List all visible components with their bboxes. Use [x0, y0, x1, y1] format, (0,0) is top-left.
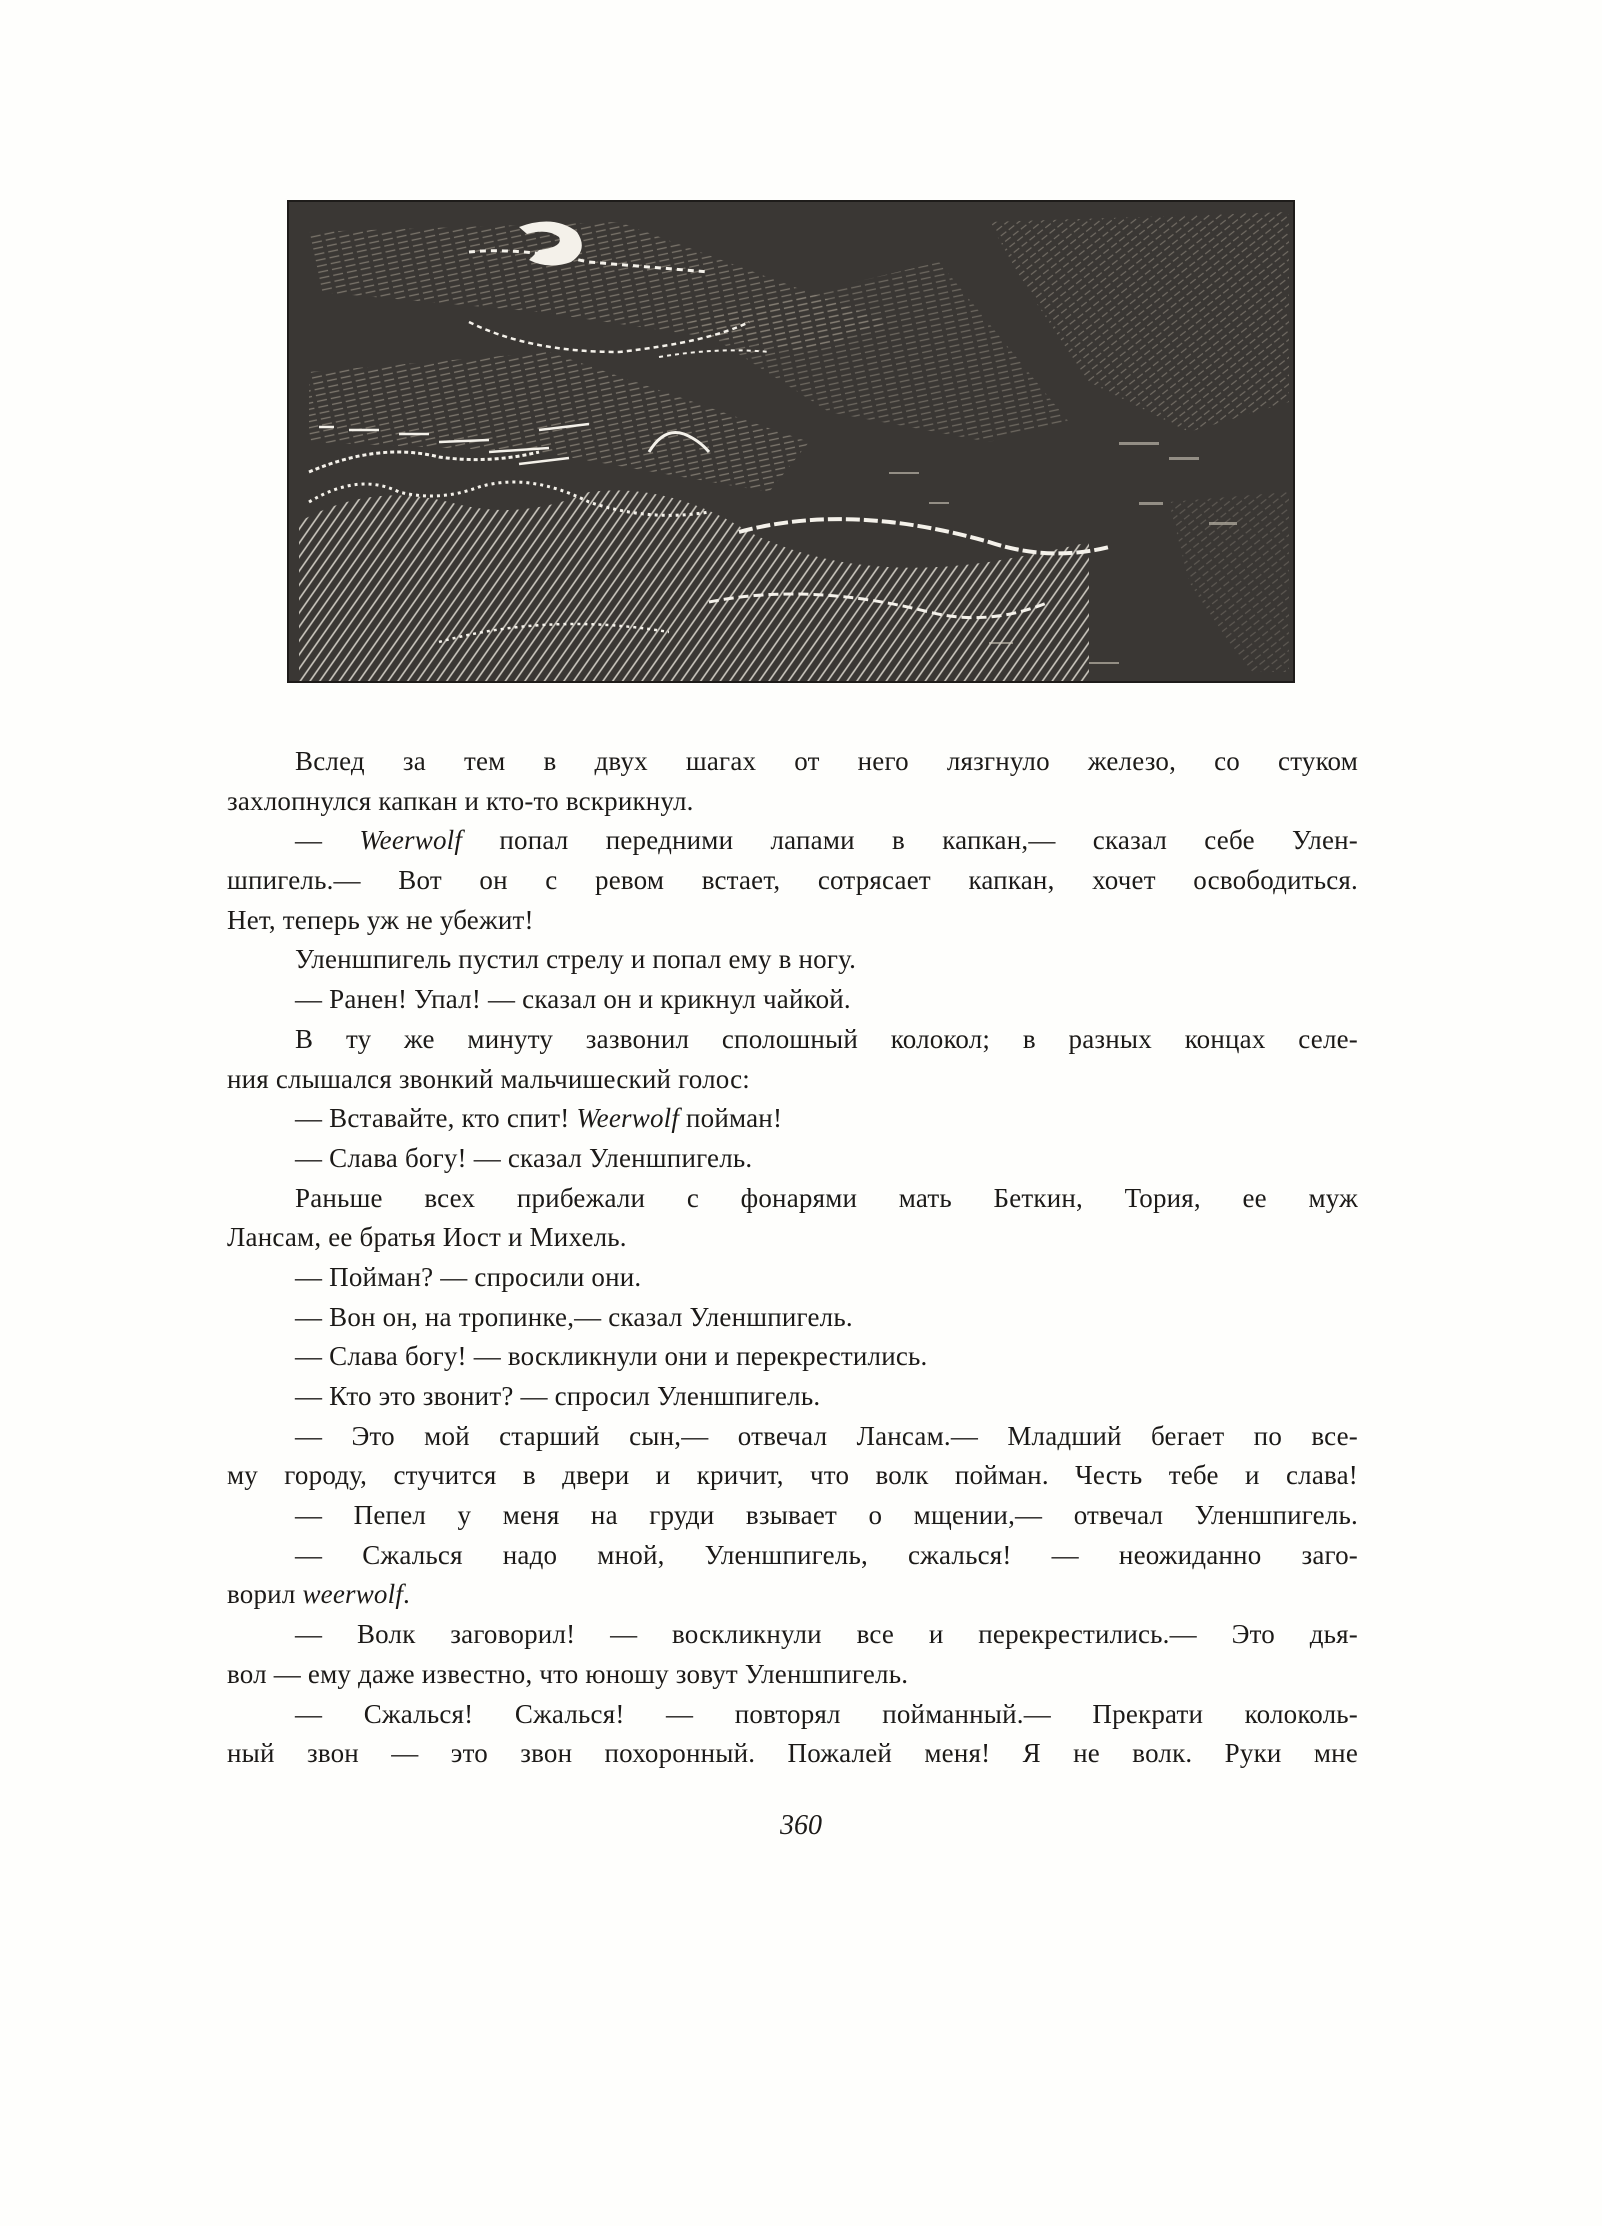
text-line: ный звон — это звон похоронный. Пожалей меня! Я не волк. Руки мне — [227, 1738, 1358, 1769]
text-line: — Кто это звонит? — спросил Уленшпигель. — [295, 1381, 821, 1411]
italic-word: Weerwolf — [576, 1103, 680, 1134]
text-line: — Пойман? — спросили они. — [295, 1261, 642, 1292]
text-line: — Волк заговорил! — воскликнули все и перекрестились.— Это дья- — [295, 1619, 1358, 1650]
text-line: — Это мой старший сын,— отвечал Лансам.— Младший бегает по все- — [295, 1420, 1358, 1451]
text-line: — Пепел у меня на груди взывает о мщении,— отвечал Уленшпигель. — [295, 1500, 1358, 1531]
italic-word: Weerwolf — [359, 825, 463, 856]
text-line: — Вставайте, кто спит! Weerwolf пойман! — [295, 1103, 783, 1134]
text-line: — Weerwolf попал передними лапами в капкан,— сказал себе Улен- — [295, 825, 1358, 856]
text-line: В ту же минуту зазвонил сполошный колокол; в разных концах селе- — [295, 1023, 1358, 1054]
text-line: ния слышался звонкий мальчишеский голос: — [227, 1063, 751, 1094]
text-line: му городу, стучится в двери и кричит, что волк пойман. Честь тебе и слава! — [227, 1460, 1358, 1491]
text-line: — Ранен! Упал! — сказал он и крикнул чайкой. — [295, 984, 851, 1015]
page-number: 360 — [780, 1810, 822, 1841]
text-line: Уленшпигель пустил стрелу и попал ему в ногу. — [295, 944, 857, 975]
body-text — [227, 742, 1358, 1774]
italic-word: weerwolf — [302, 1579, 404, 1610]
text-line: — Слава богу! — сказал Уленшпигель. — [295, 1142, 753, 1173]
text-line: шпигель.— Вот он с ревом встает, сотрясает капкан, хочет освободиться. — [227, 865, 1358, 896]
woodcut-illustration — [287, 200, 1295, 683]
text-line: Вслед за тем в двух шагах от него лязгнуло железо, со стуком — [295, 746, 1358, 776]
text-line: — Вон он, на тропинке,— сказал Уленшпигель. — [295, 1301, 853, 1332]
text-line: — Слава богу! — воскликнули они и перекрестились. — [295, 1341, 928, 1372]
night-sea-engraving-icon — [289, 202, 1293, 681]
text-line: — Сжалься! Сжалься! — повторял пойманный.— Прекрати колоколь- — [295, 1698, 1358, 1729]
text-line: Лансам, ее братья Иост и Михель. — [227, 1222, 627, 1253]
text-line: ворил weerwolf. — [227, 1579, 410, 1610]
text-line: Раньше всех прибежали с фонарями мать Беткин, Тория, ее муж — [295, 1182, 1358, 1213]
text-line: вол — ему даже известно, что юношу зовут Уленшпигель. — [227, 1658, 909, 1689]
text-line: — Сжалься надо мной, Уленшпигель, сжалься! — неожиданно заго- — [295, 1539, 1358, 1570]
text-line: захлопнулся капкан и кто-то вскрикнул. — [227, 785, 694, 816]
text-line: Нет, теперь уж не убежит! — [227, 904, 534, 935]
